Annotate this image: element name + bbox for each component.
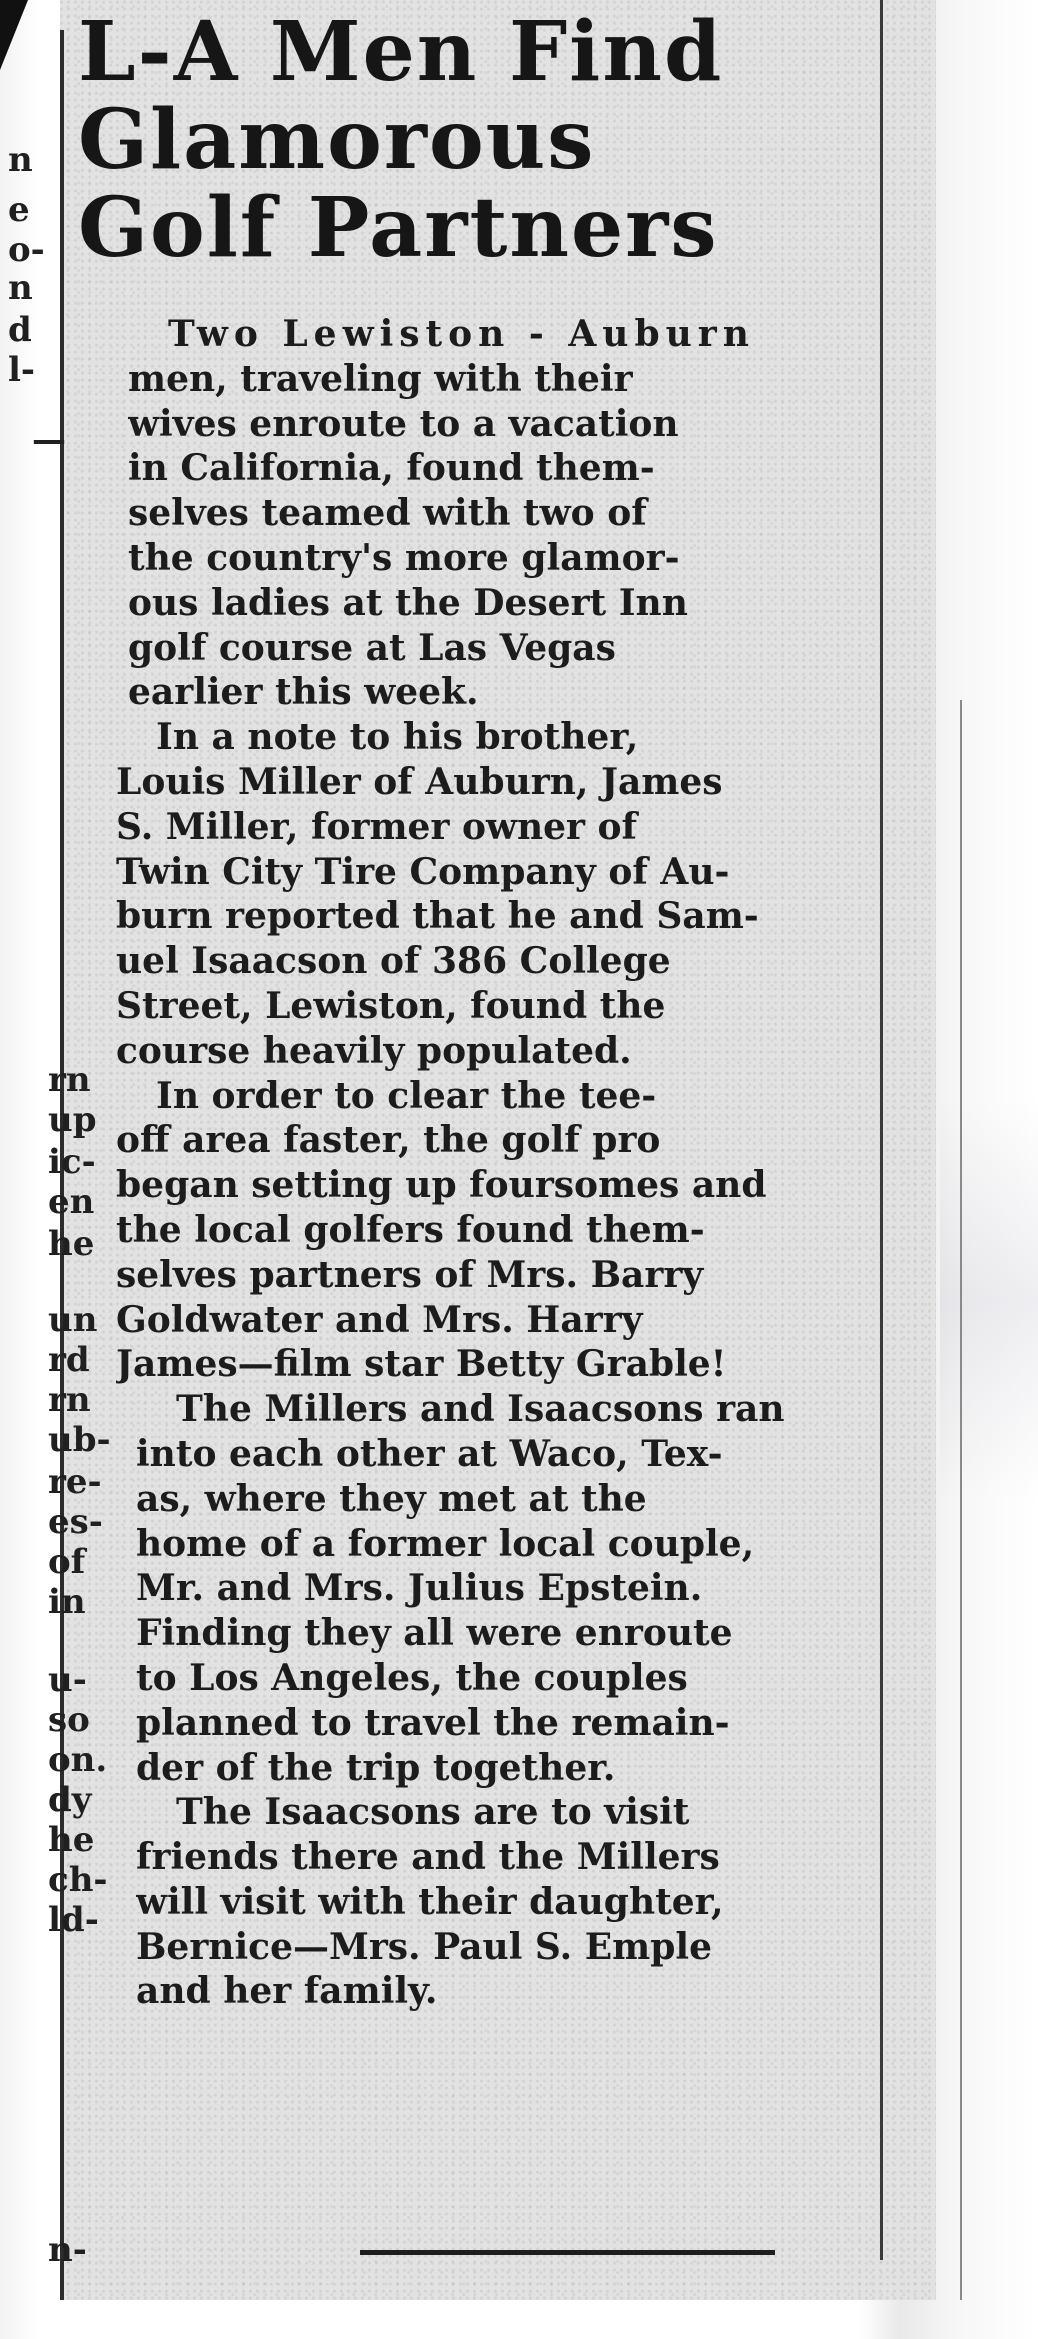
article-line: friends there and the Millers — [136, 1836, 720, 1879]
article-line: course heavily populated. — [116, 1029, 632, 1072]
article-line: Two Lewiston - Auburn — [168, 313, 755, 355]
gutter-fragment: es- — [48, 1502, 103, 1542]
gutter-fragment: e — [8, 190, 30, 230]
gutter-fragment: un — [48, 1300, 98, 1340]
gutter-fragment: n- — [48, 2230, 87, 2270]
article-line: began setting up foursomes and — [116, 1164, 767, 1207]
gutter-fragment: he — [48, 1224, 95, 1264]
article-line: Street, Lewiston, found the — [116, 984, 666, 1027]
article-line: Goldwater and Mrs. Harry — [116, 1298, 643, 1341]
article-line: In order to clear the tee- — [156, 1074, 657, 1117]
article-line: der of the trip together. — [136, 1746, 616, 1789]
gutter-fragment: ic- — [48, 1142, 96, 1182]
article-line: Mr. and Mrs. Julius Epstein. — [136, 1567, 703, 1610]
headline-line: Glamorous — [78, 92, 596, 188]
gutter-fragment: so — [48, 1700, 90, 1740]
gutter-fragment: re- — [48, 1462, 102, 1502]
gutter-fragment: ub- — [48, 1420, 111, 1460]
article-line: In a note to his brother, — [156, 716, 639, 759]
gutter-fragment: rn — [48, 1060, 91, 1100]
gutter-fragment: up — [48, 1100, 97, 1140]
gutter-fragment: he — [48, 1820, 95, 1860]
gutter-fragment: rn — [48, 1380, 91, 1420]
article-line: Bernice—Mrs. Paul S. Emple — [136, 1925, 712, 1968]
gutter-fragment: ld- — [48, 1900, 99, 1940]
gutter-fragment: dy — [48, 1780, 92, 1820]
gutter-fragment: en — [48, 1182, 95, 1222]
article-line: earlier this week. — [128, 671, 479, 714]
article-line: into each other at Waco, Tex- — [136, 1432, 723, 1475]
article-line: home of a former local couple, — [136, 1522, 755, 1565]
article-line: The Isaacsons are to visit — [176, 1791, 690, 1834]
article-line: S. Miller, former owner of — [116, 805, 638, 848]
article-line: wives enroute to a vacation — [128, 402, 679, 445]
article-line: as, where they met at the — [136, 1477, 647, 1520]
gutter-fragment: rd — [48, 1340, 90, 1380]
gutter-fragment: u- — [48, 1660, 87, 1700]
headline — [78, 4, 858, 276]
gutter-fragment: n — [8, 140, 33, 180]
article-line: men, traveling with their — [128, 357, 633, 400]
article-end-rule — [360, 2250, 775, 2255]
article-line: planned to travel the remain- — [136, 1701, 730, 1744]
article-line: to Los Angeles, the couples — [136, 1656, 688, 1699]
article-line: selves teamed with two of — [128, 492, 647, 535]
column-rule-outer — [960, 700, 962, 2300]
bleed-through-shadow — [940, 1100, 1038, 1500]
article-line: selves partners of Mrs. Barry — [116, 1253, 704, 1296]
gutter-fragment: n — [8, 268, 33, 308]
article-line: James—film star Betty Grable! — [116, 1343, 727, 1386]
headline-line: Golf Partners — [78, 180, 719, 276]
gutter-fragment: ch- — [48, 1860, 108, 1900]
article-line: Louis Miller of Auburn, James — [116, 760, 723, 803]
article-line: burn reported that he and Sam- — [116, 895, 759, 938]
article-line: Twin City Tire Company of Au- — [116, 850, 730, 893]
gutter-fragment: d — [8, 310, 32, 350]
article-line: off area faster, the golf pro — [116, 1119, 661, 1162]
article-line: in California, found them- — [128, 447, 655, 490]
gutter-fragment: of — [48, 1542, 86, 1582]
gutter-fragment: l- — [8, 350, 36, 390]
article-body — [116, 312, 908, 2014]
article-line: golf course at Las Vegas — [128, 626, 616, 669]
article-line: will visit with their daughter, — [136, 1880, 724, 1923]
article-line: the country's more glamor- — [128, 536, 680, 579]
article-line: uel Isaacson of 386 College — [116, 940, 671, 983]
article-line: the local golfers found them- — [116, 1208, 705, 1251]
gutter-fragment: — — [32, 420, 66, 460]
corner-mark — [0, 0, 28, 70]
gutter-fragment: on. — [48, 1740, 108, 1780]
article-line: and her family. — [136, 1970, 438, 2013]
article-line: Finding they all were enroute — [136, 1612, 733, 1655]
gutter-fragment: in — [48, 1582, 86, 1622]
article-line: ous ladies at the Desert Inn — [128, 581, 688, 624]
headline-line: L-A Men Find — [78, 4, 724, 100]
gutter-fragment: o- — [8, 230, 45, 270]
article-line: The Millers and Isaacsons ran — [176, 1388, 785, 1431]
